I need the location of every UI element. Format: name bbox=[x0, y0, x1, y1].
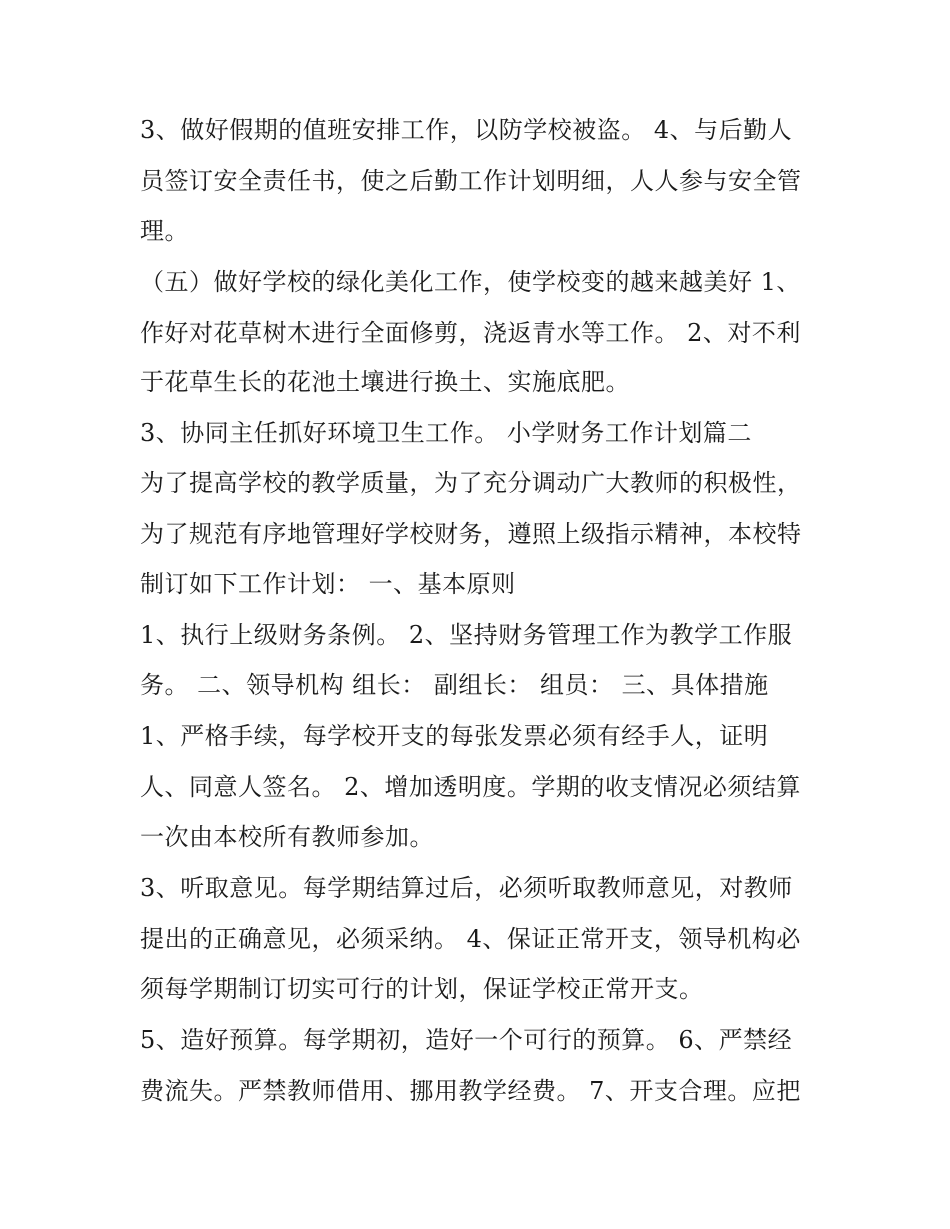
text-line: 理。 bbox=[140, 217, 189, 245]
text-line: 1、执行上级财务条例。 2、坚持财务管理工作为教学工作服 bbox=[140, 621, 793, 649]
text-line: 务。 二、领导机构 组长： 副组长： 组员： 三、具体措施 bbox=[140, 671, 769, 699]
text-line: 作好对花草树木进行全面修剪，浇返青水等工作。 2、对不利 bbox=[140, 319, 801, 347]
text-line: （五）做好学校的绿化美化工作，使学校变的越来越美好 1、 bbox=[140, 268, 801, 296]
text-line: 3、做好假期的值班安排工作，以防学校被盗。 4、与后勤人 bbox=[140, 116, 793, 144]
text-line: 员签订安全责任书，使之后勤工作计划明细，人人参与安全管 bbox=[140, 167, 802, 195]
text-line: 须每学期制订切实可行的计划，保证学校正常开支。 bbox=[140, 975, 704, 1003]
text-line: 人、同意人签名。 2、增加透明度。学期的收支情况必须结算 bbox=[140, 773, 801, 801]
text-line: 费流失。严禁教师借用、挪用教学经费。 7、开支合理。应把 bbox=[140, 1077, 801, 1105]
text-line: 提出的正确意见，必须采纳。 4、保证正常开支，领导机构必 bbox=[140, 925, 801, 953]
text-line: 3、听取意见。每学期结算过后，必须听取教师意见，对教师 bbox=[140, 874, 793, 902]
text-line: 一次由本校所有教师参加。 bbox=[140, 823, 434, 851]
text-line: 3、协同主任抓好环境卫生工作。 小学财务工作计划篇二 bbox=[140, 419, 752, 447]
text-line: 为了提高学校的教学质量，为了充分调动广大教师的积极性， bbox=[140, 469, 802, 497]
text-line: 5、造好预算。每学期初，造好一个可行的预算。 6、严禁经 bbox=[140, 1026, 793, 1054]
text-line: 制订如下工作计划： 一、基本原则 bbox=[140, 570, 516, 598]
text-line: 为了规范有序地管理好学校财务，遵照上级指示精神，本校特 bbox=[140, 520, 802, 548]
text-line: 1、严格手续，每学校开支的每张发票必须有经手人，证明 bbox=[140, 722, 769, 750]
text-line: 于花草生长的花池土壤进行换土、实施底肥。 bbox=[140, 368, 630, 396]
